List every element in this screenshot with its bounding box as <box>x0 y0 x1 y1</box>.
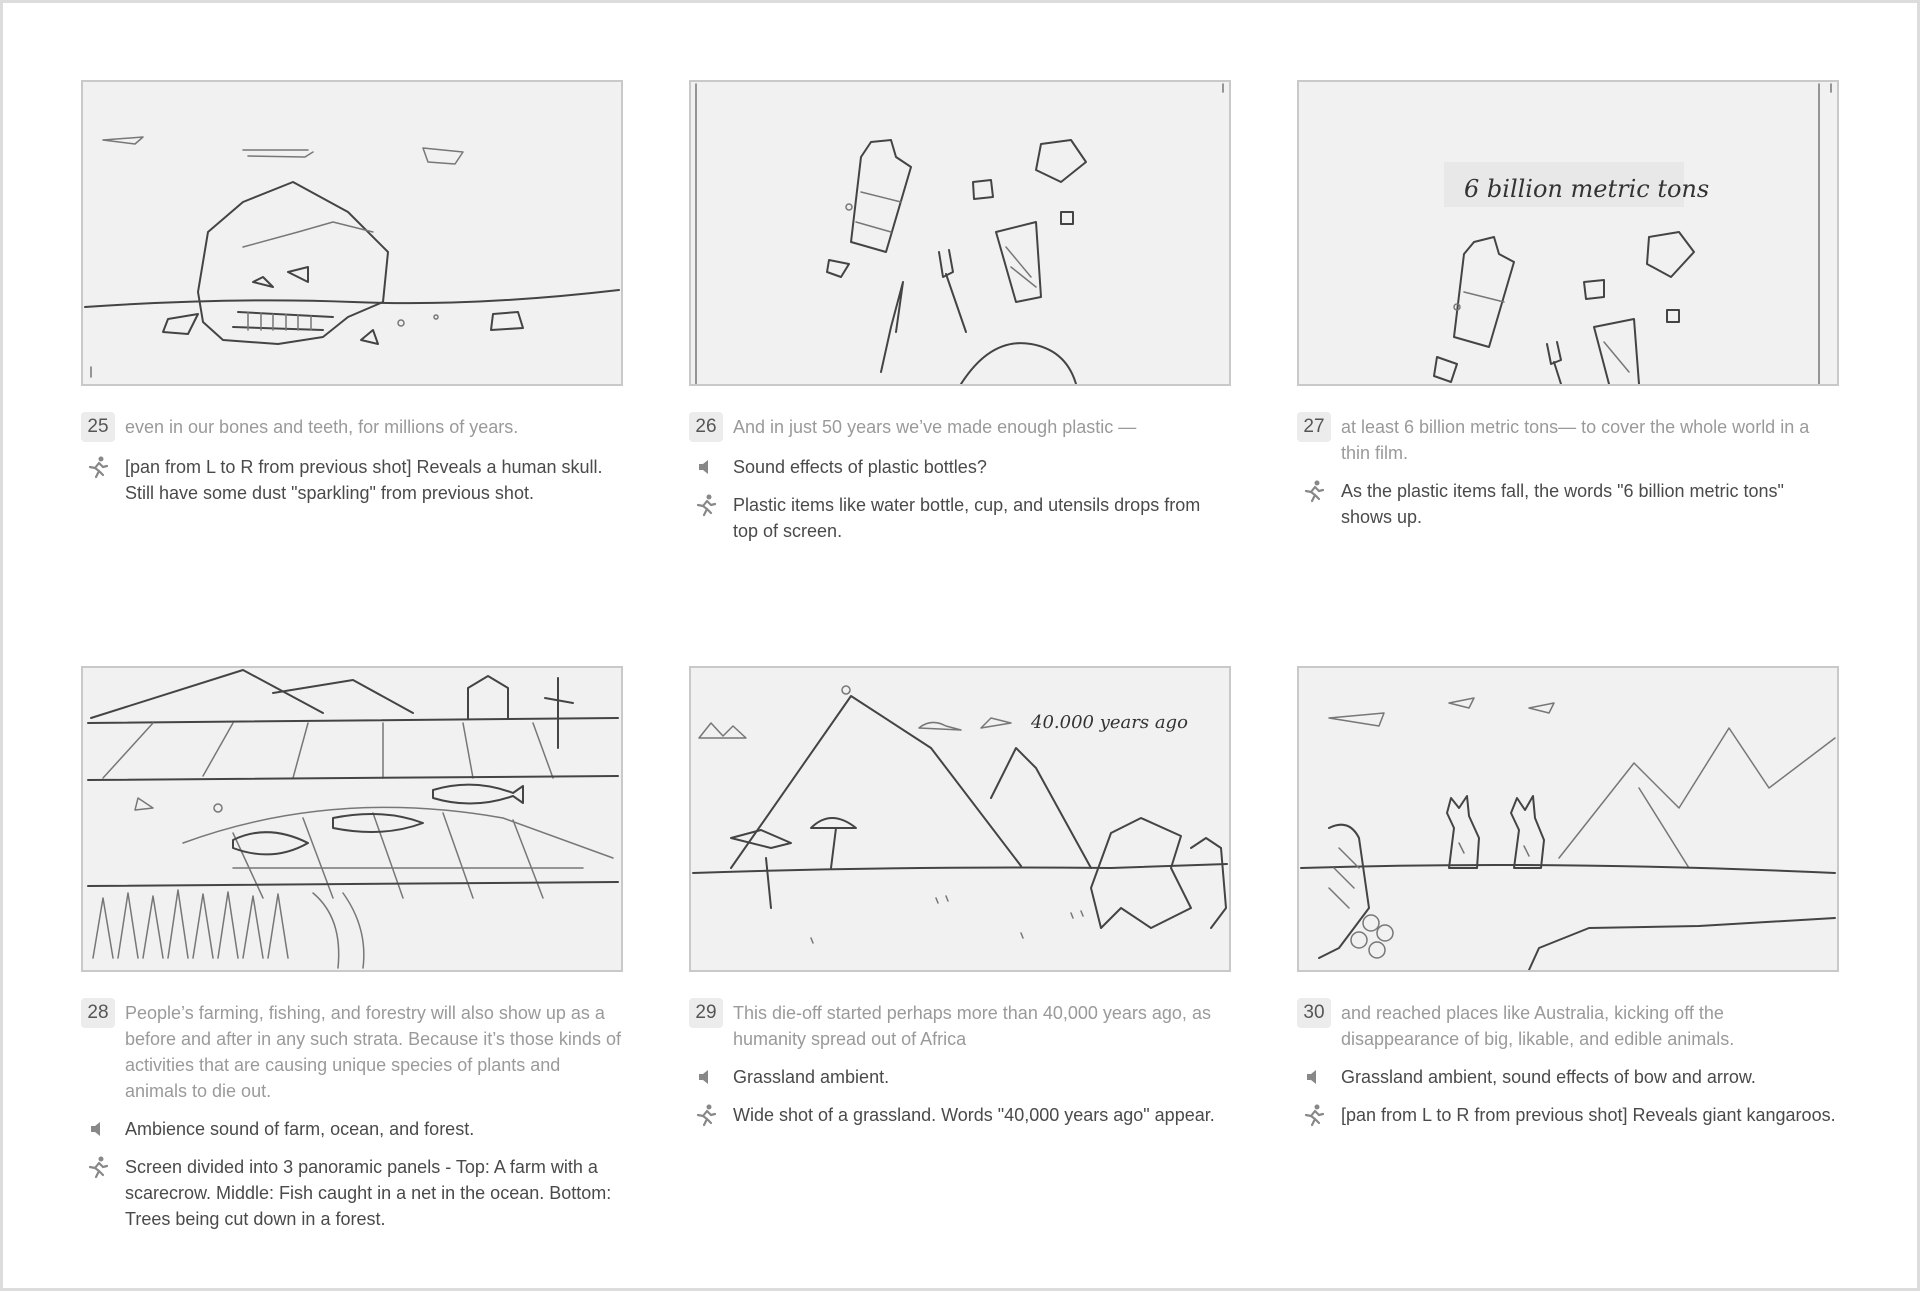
sketch-frame-skull <box>81 80 623 386</box>
storyboard-panel-29 <box>689 666 1229 1140</box>
shot-number: 27 <box>1297 412 1331 442</box>
action-note: [pan from L to R from previous shot] Reveals a human skull. Still have some dust "sparkling" from previous shot. <box>125 457 603 503</box>
sketch-frame-kangaroos <box>1297 666 1839 972</box>
storyboard-panel-25 <box>81 80 621 518</box>
action-icon <box>1297 1102 1331 1128</box>
speaker-icon <box>689 454 723 480</box>
sketch-caption: 6 billion metric tons <box>1464 175 1710 203</box>
plastic-words-sketch <box>1299 82 1837 384</box>
storyboard-panel-30 <box>1297 666 1837 1140</box>
narration-text: even in our bones and teeth, for millions of years. <box>125 417 519 437</box>
speaker-icon <box>1297 1064 1331 1090</box>
narration-text: at least 6 billion metric tons— to cover the whole world in a thin film. <box>1341 417 1810 463</box>
action-icon <box>81 454 115 480</box>
sound-note: Grassland ambient, sound effects of bow and arrow. <box>1341 1067 1756 1087</box>
action-note: Plastic items like water bottle, cup, and utensils drops from top of screen. <box>733 495 1201 541</box>
sketch-caption: 40.000 years ago <box>1031 712 1188 733</box>
shot-number: 29 <box>689 998 723 1028</box>
action-icon <box>81 1154 115 1180</box>
sound-note: Ambience sound of farm, ocean, and forest. <box>125 1119 475 1139</box>
sketch-frame-grassland <box>689 666 1231 972</box>
sound-note: Grassland ambient. <box>733 1067 890 1087</box>
action-icon <box>1297 478 1331 504</box>
storyboard-panel-26 <box>689 80 1229 556</box>
sketch-frame-strata <box>81 666 623 972</box>
action-note: [pan from L to R from previous shot] Reveals giant kangaroos. <box>1341 1105 1836 1125</box>
action-note: Wide shot of a grassland. Words "40,000 years ago" appear. <box>733 1105 1215 1125</box>
narration-text: and reached places like Australia, kicking off the disappearance of big, likable, and edible animals. <box>1341 1003 1735 1049</box>
narration-text: And in just 50 years we’ve made enough plastic — <box>733 417 1137 437</box>
narration-text: This die-off started perhaps more than 40,000 years ago, as humanity spread out of Africa <box>733 1003 1211 1049</box>
skull-sketch <box>83 82 621 384</box>
speaker-icon <box>81 1116 115 1142</box>
shot-number: 30 <box>1297 998 1331 1028</box>
plastic-sketch <box>691 82 1229 384</box>
action-icon <box>689 1102 723 1128</box>
sketch-frame-plastic <box>689 80 1231 386</box>
storyboard-panel-27 <box>1297 80 1837 542</box>
sound-note: Sound effects of plastic bottles? <box>733 457 987 477</box>
shot-number: 26 <box>689 412 723 442</box>
speaker-icon <box>689 1064 723 1090</box>
shot-number: 28 <box>81 998 115 1028</box>
kangaroos-sketch <box>1299 668 1837 970</box>
grassland-sketch <box>691 668 1229 970</box>
action-note: As the plastic items fall, the words "6 billion metric tons" shows up. <box>1341 481 1784 527</box>
action-note: Screen divided into 3 panoramic panels - Top: A farm with a scarecrow. Middle: Fish caught in a net in the ocean. Bottom: Trees being cut down in a forest. <box>125 1157 612 1229</box>
shot-number: 25 <box>81 412 115 442</box>
sketch-frame-plastic-words <box>1297 80 1839 386</box>
storyboard-panel-28 <box>81 666 621 1244</box>
strata-sketch <box>83 668 621 970</box>
action-icon <box>689 492 723 518</box>
narration-text: People’s farming, fishing, and forestry will also show up as a before and after in any such strata. Because it’s those kinds of activities that are causing unique species of plants and animals to die out. <box>125 1003 621 1101</box>
